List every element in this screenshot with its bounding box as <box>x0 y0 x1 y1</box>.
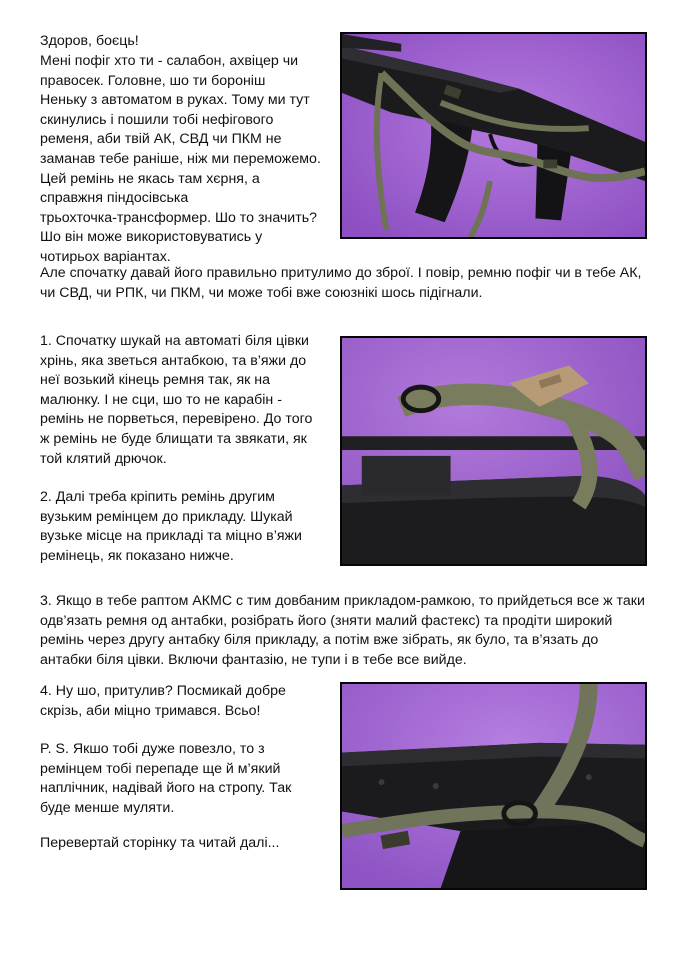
photo-front-swivel <box>340 336 647 566</box>
lead-paragraph: Але спочатку давай його правильно притулимо до зброї. І повір, ремню пофіг чи в тебе АК, чи СВД, чи РПК, чи ПКМ, чи може тобі вже союзнікі шось підігнали. <box>40 265 642 301</box>
step-4-text: 4. Ну шо, притулив? Посмикай добре скрізь, аби міцно тримався. Всьо! <box>40 683 286 719</box>
step-1-text: 1. Спочатку шукай на автоматі біля цівки хрінь, яка зветься антабкою, та в’яжи до неї возький кінець ремня так, як на малюнку. І не сци, шо то не карабін - ремінь не порветься, перевірено. До того ж ремінь не буде блищати та звякати, як той клятий дрючок. <box>40 333 313 467</box>
intro-greeting: Здоров, боєць! <box>40 33 139 49</box>
closing-text: Перевертай сторінку та читай далі... <box>40 835 280 851</box>
rifle-with-sling-illustration <box>342 34 645 237</box>
photo-rifle-with-sling <box>340 32 647 239</box>
stock-attachment-illustration <box>342 684 645 888</box>
front-swivel-illustration <box>342 338 645 564</box>
photo-stock-attachment <box>340 682 647 890</box>
intro-paragraph: Мені пофіг хто ти - салабон, ахвіцер чи правосек. Головне, шо ти бороніш Неньку з автоматом в руках. Тому ми тут скинулись і пошили тобі нефігового ременя, аби твій АК, СВД чи ПКМ не заманав тебе раніше, ніж ми переможемо. Цей ремінь не якась там хєрня, а справжня піндосівська трьохточка-трансформер. Шо то значить? Шо він може використовуватись у чотирьох варіантах. <box>40 53 321 265</box>
postscript-text: P. S. Якшо тобі дуже повезло, то з ремінцем тобі перепаде ще й м’який наплічник, надівай його на стропу. Так буде менше муляти. <box>40 741 292 816</box>
step-3-text: 3. Якщо в тебе раптом АКМС с тим довбаним прикладом-рамкою, то прийдеться все ж таки одв’язать ремня од антабки, розібрать його (зняти малий фастекс) та продіти широкий ремінь через другу антабку біля прикладу, а потім вже зібрать, як було, та в’язать до антабки біля цівки. Включи фантазію, не тупи і в тебе все вийде. <box>40 593 645 668</box>
step-2-text: 2. Далі треба кріпить ремінь другим вузьким ремінцем до прикладу. Шукай вузьке місце на прикладі та міцно в’яжи ремінець, як показано нижче. <box>40 489 302 564</box>
